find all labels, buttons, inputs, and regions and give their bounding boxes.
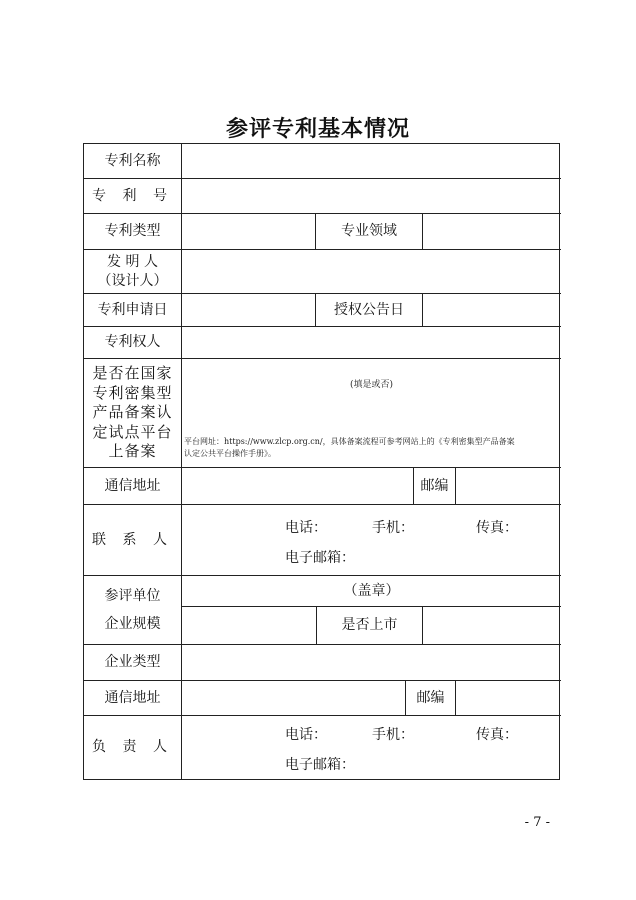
principal-mobile-label: 手机： <box>372 727 414 743</box>
label-principal: 负 责 人 <box>84 716 182 779</box>
ic-filing-field[interactable] <box>182 359 561 468</box>
label-unit: 参评单位 <box>104 587 161 604</box>
label-listed: 是否上市 <box>317 606 423 645</box>
label-inventor <box>84 250 182 294</box>
label-postcode-1: 邮编 <box>414 468 456 505</box>
postcode-2-field[interactable] <box>456 681 561 716</box>
contact-mobile-label: 手机： <box>372 520 414 536</box>
label-enterprise-type: 企业类型 <box>84 645 182 681</box>
application-date-field[interactable] <box>182 294 316 327</box>
label-grant-date: 授权公告日 <box>316 294 423 327</box>
contact-fax-label: 传真： <box>476 520 518 536</box>
label-ic-filing-line5: 上备案 <box>108 442 157 461</box>
label-inventor-line2: （设计人） <box>97 272 168 289</box>
patent-name-field[interactable] <box>182 144 561 179</box>
label-ic-filing <box>84 359 182 468</box>
unit-seal-field[interactable] <box>182 576 561 606</box>
label-ic-filing-line3: 产品备案认 <box>92 403 173 422</box>
contact-info-block <box>182 505 561 576</box>
principal-email-label: 电子邮箱： <box>285 757 355 773</box>
label-application-date: 专利申请日 <box>84 294 182 327</box>
label-enterprise-scale: 企业规模 <box>104 615 161 632</box>
label-patent-name: 专利名称 <box>84 144 182 179</box>
label-patent-number: 专 利 号 <box>84 179 182 214</box>
address-2-field[interactable] <box>182 681 406 716</box>
postcode-1-field[interactable] <box>456 468 561 505</box>
principal-info-block <box>182 716 561 779</box>
enterprise-type-field[interactable] <box>182 645 561 681</box>
label-inventor-line1: 发 明 人 <box>107 253 158 270</box>
enterprise-scale-field[interactable] <box>182 606 317 645</box>
label-address-1: 通信地址 <box>84 468 182 505</box>
ic-filing-hint: (填是或否) <box>349 380 394 390</box>
label-contact: 联 系 人 <box>84 505 182 576</box>
inventor-field[interactable] <box>182 250 561 294</box>
listed-field[interactable] <box>423 606 561 645</box>
label-postcode-2: 邮编 <box>406 681 456 716</box>
contact-email-label: 电子邮箱： <box>285 550 355 566</box>
professional-field-field[interactable] <box>423 214 561 250</box>
label-ic-filing-line2: 专利密集型 <box>92 383 173 402</box>
address-1-field[interactable] <box>182 468 414 505</box>
ic-filing-note-line2: 认定公共平台操作手册》。 <box>184 449 276 458</box>
label-ic-filing-line4: 定试点平台 <box>92 422 173 441</box>
page-title: 参评专利基本情况 <box>225 116 410 142</box>
patentee-field[interactable] <box>182 327 561 359</box>
label-patent-type: 专利类型 <box>84 214 182 250</box>
principal-phone-label: 电话： <box>285 727 327 743</box>
seal-label: （盖章） <box>343 582 400 599</box>
patent-info-form <box>83 143 560 780</box>
label-patentee: 专利权人 <box>84 327 182 359</box>
page-number: - 7 - <box>524 815 550 830</box>
ic-filing-note-line1: 平台网址：https://www.zlcp.org.cn/，具体备案流程可参考网站上的《专利密集型产品备案 <box>184 437 515 446</box>
patent-number-field[interactable] <box>182 179 561 214</box>
contact-phone-label: 电话： <box>285 520 327 536</box>
label-ic-filing-line1: 是否在国家 <box>92 364 173 383</box>
label-professional-field: 专业领域 <box>316 214 423 250</box>
label-unit-block <box>84 576 182 645</box>
patent-type-field[interactable] <box>182 214 316 250</box>
label-address-2: 通信地址 <box>84 681 182 716</box>
grant-date-field[interactable] <box>423 294 561 327</box>
principal-fax-label: 传真： <box>476 727 518 743</box>
